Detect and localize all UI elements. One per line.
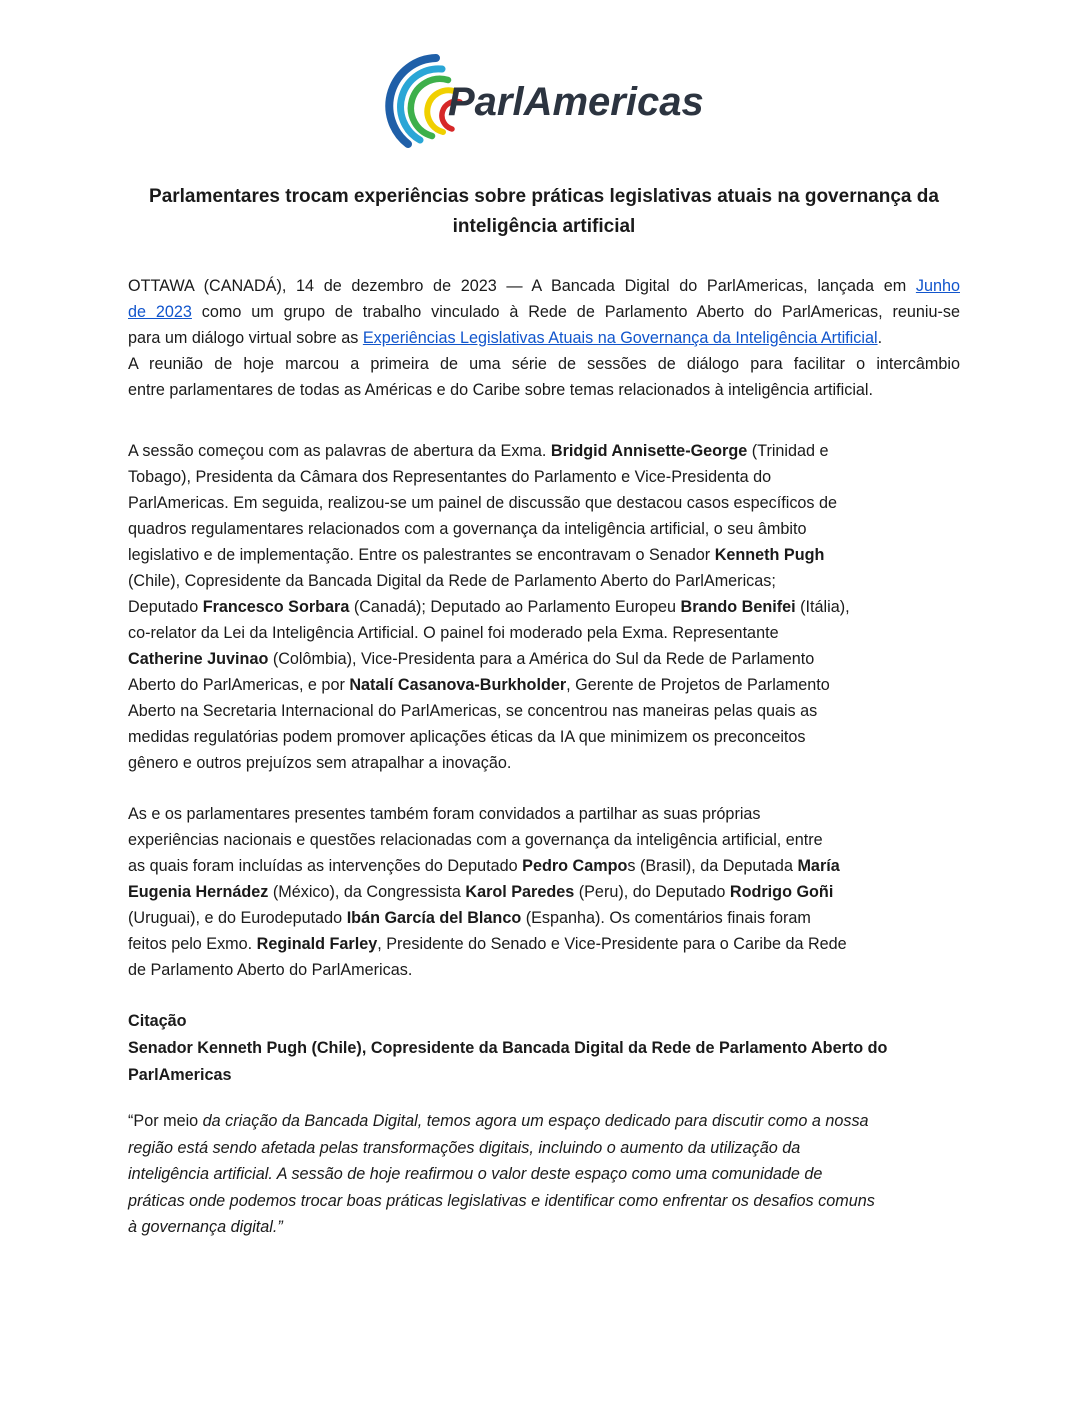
text-line: ParlAmericas. Em seguida, realizou-se um painel de discussão que destacou casos específicos de — [128, 494, 838, 512]
text-line — [128, 672, 960, 698]
text-line — [128, 594, 960, 620]
text-line — [128, 542, 960, 568]
speaker-name: Brando Benifei — [680, 598, 796, 616]
speaker-name: María — [797, 857, 840, 875]
text-run: (Uruguai), e do Eurodeputado — [128, 909, 347, 927]
text-line — [128, 325, 960, 351]
text-line: gênero e outros prejuízos sem atrapalhar a inovação. — [128, 754, 512, 772]
speaker-name: Catherine Juvinao — [128, 650, 269, 668]
text-run: , Presidente do Senado e Vice-Presidente para o Caribe da Rede — [377, 935, 847, 953]
text-run: . — [877, 329, 883, 347]
quote-author: Senador Kenneth Pugh (Chile), Copresidente da Bancada Digital da Rede de Parlamento Aberto do ParlAmericas — [128, 1039, 888, 1084]
text-line — [128, 853, 960, 879]
text-run: Aberto do ParlAmericas, e por — [128, 676, 350, 694]
text-run: OTTAWA (CANADÁ), 14 de dezembro de 2023 — A Bancada Digital do ParlAmericas, lançada em — [128, 277, 916, 295]
text-line — [128, 273, 960, 299]
page-title: Parlamentares trocam experiências sobre práticas legislativas atuais na governança da inteligência artificial — [149, 186, 939, 237]
text-run: A sessão começou com as palavras de abertura da Exma. — [128, 442, 551, 460]
text-line — [128, 299, 960, 325]
quote-text — [128, 1108, 960, 1241]
text-line: As e os parlamentares presentes também foram convidados a partilhar as suas próprias — [128, 805, 761, 823]
june-2023-link-cont[interactable]: de 2023 — [128, 303, 192, 321]
text-run: (Trinidad e — [747, 442, 829, 460]
text-run: as quais foram incluídas as intervenções do Deputado — [128, 857, 523, 875]
speaker-name: Kenneth Pugh — [714, 546, 825, 564]
speaker-name: Karol Paredes — [465, 883, 575, 901]
paragraph-intro — [128, 273, 960, 403]
text-run: legislativo e de implementação. Entre os palestrantes se encontravam o Senador — [128, 546, 715, 564]
text-line: experiências nacionais e questões relacionadas com a governança da inteligência artificial, entre — [128, 831, 823, 849]
event-link[interactable]: Experiências Legislativas Atuais na Governança da Inteligência Artificial — [362, 329, 878, 347]
logo-wordmark: ParlAmericas — [448, 80, 704, 124]
text-run: (Espanha). Os comentários finais foram — [521, 909, 811, 927]
text-line — [128, 438, 960, 464]
text-line: A reunião de hoje marcou a primeira de uma série de sessões de diálogo para facilitar o intercâmbio — [128, 355, 960, 373]
text-run: Deputado — [128, 598, 203, 616]
text-line — [128, 879, 960, 905]
text-run: como um grupo de trabalho vinculado à Rede de Parlamento Aberto do ParlAmericas, reuniu-se — [191, 303, 960, 321]
text-line — [128, 905, 960, 931]
text-run: s (Brasil), da Deputada — [627, 857, 798, 875]
paragraph-participants — [128, 801, 960, 983]
text-line: Aberto na Secretaria Internacional do ParlAmericas, se concentrou nas maneiras pelas quais as — [128, 702, 818, 720]
text-run: (México), da Congressista — [268, 883, 466, 901]
text-run: feitos pelo Exmo. — [128, 935, 257, 953]
text-run: , Gerente de Projetos de Parlamento — [566, 676, 830, 694]
text-line: à governança digital.” — [128, 1218, 283, 1236]
text-line — [128, 931, 960, 957]
text-line: medidas regulatórias podem promover aplicações éticas da IA que minimizem os preconceitos — [128, 728, 806, 746]
quote-heading: Citação — [128, 1012, 187, 1030]
text-run: (Colômbia), Vice-Presidenta para a América do Sul da Rede de Parlamento — [268, 650, 815, 668]
paragraph-session — [128, 438, 960, 776]
text-line — [128, 1108, 960, 1135]
speaker-name: Francesco Sorbara — [202, 598, 350, 616]
text-run: (Itália), — [795, 598, 850, 616]
text-line: co-relator da Lei da Inteligência Artificial. O painel foi moderado pela Exma. Representante — [128, 624, 779, 642]
text-run: (Peru), do Deputado — [574, 883, 730, 901]
speaker-name: Natalí Casanova-Burkholder — [349, 676, 567, 694]
text-line: entre parlamentares de todas as Américas e do Caribe sobre temas relacionados à inteligência artificial. — [128, 381, 874, 399]
speaker-name: Bridgid Annisette-George — [550, 442, 748, 460]
text-line: inteligência artificial. A sessão de hoje reafirmou o valor deste espaço como uma comunidade de — [128, 1165, 823, 1183]
text-line: de Parlamento Aberto do ParlAmericas. — [128, 961, 413, 979]
speaker-name: Pedro Campo — [522, 857, 628, 875]
speaker-name: Eugenia Hernádez — [128, 883, 269, 901]
speaker-name: Reginald Farley — [256, 935, 378, 953]
speaker-name: Ibán García del Blanco — [346, 909, 522, 927]
parlamericas-logo — [378, 52, 718, 152]
text-run: “Por meio — [128, 1112, 203, 1130]
text-line: região está sendo afetada pelas transformações digitais, incluindo o aumento da utilização da — [128, 1138, 801, 1157]
june-2023-link[interactable]: Junho — [915, 277, 960, 295]
speaker-name: Rodrigo Goñi — [729, 883, 834, 901]
text-line: quadros regulamentares relacionados com a governança da inteligência artificial, o seu âmbito — [128, 520, 807, 538]
text-run: (Canadá); Deputado ao Parlamento Europeu — [349, 598, 681, 616]
text-run-italic: da criação da Bancada Digital, temos agora um espaço dedicado para discutir como a nossa — [202, 1112, 869, 1130]
text-line: Tobago), Presidenta da Câmara dos Representantes do Parlamento e Vice-Presidenta do — [128, 468, 772, 486]
text-line — [128, 646, 960, 672]
text-run: para um diálogo virtual sobre as — [128, 329, 363, 347]
text-line: práticas onde podemos trocar boas práticas legislativas e identificar como enfrentar os desafios comuns — [128, 1191, 875, 1210]
text-line: (Chile), Copresidente da Bancada Digital da Rede de Parlamento Aberto do ParlAmericas; — [128, 572, 776, 590]
